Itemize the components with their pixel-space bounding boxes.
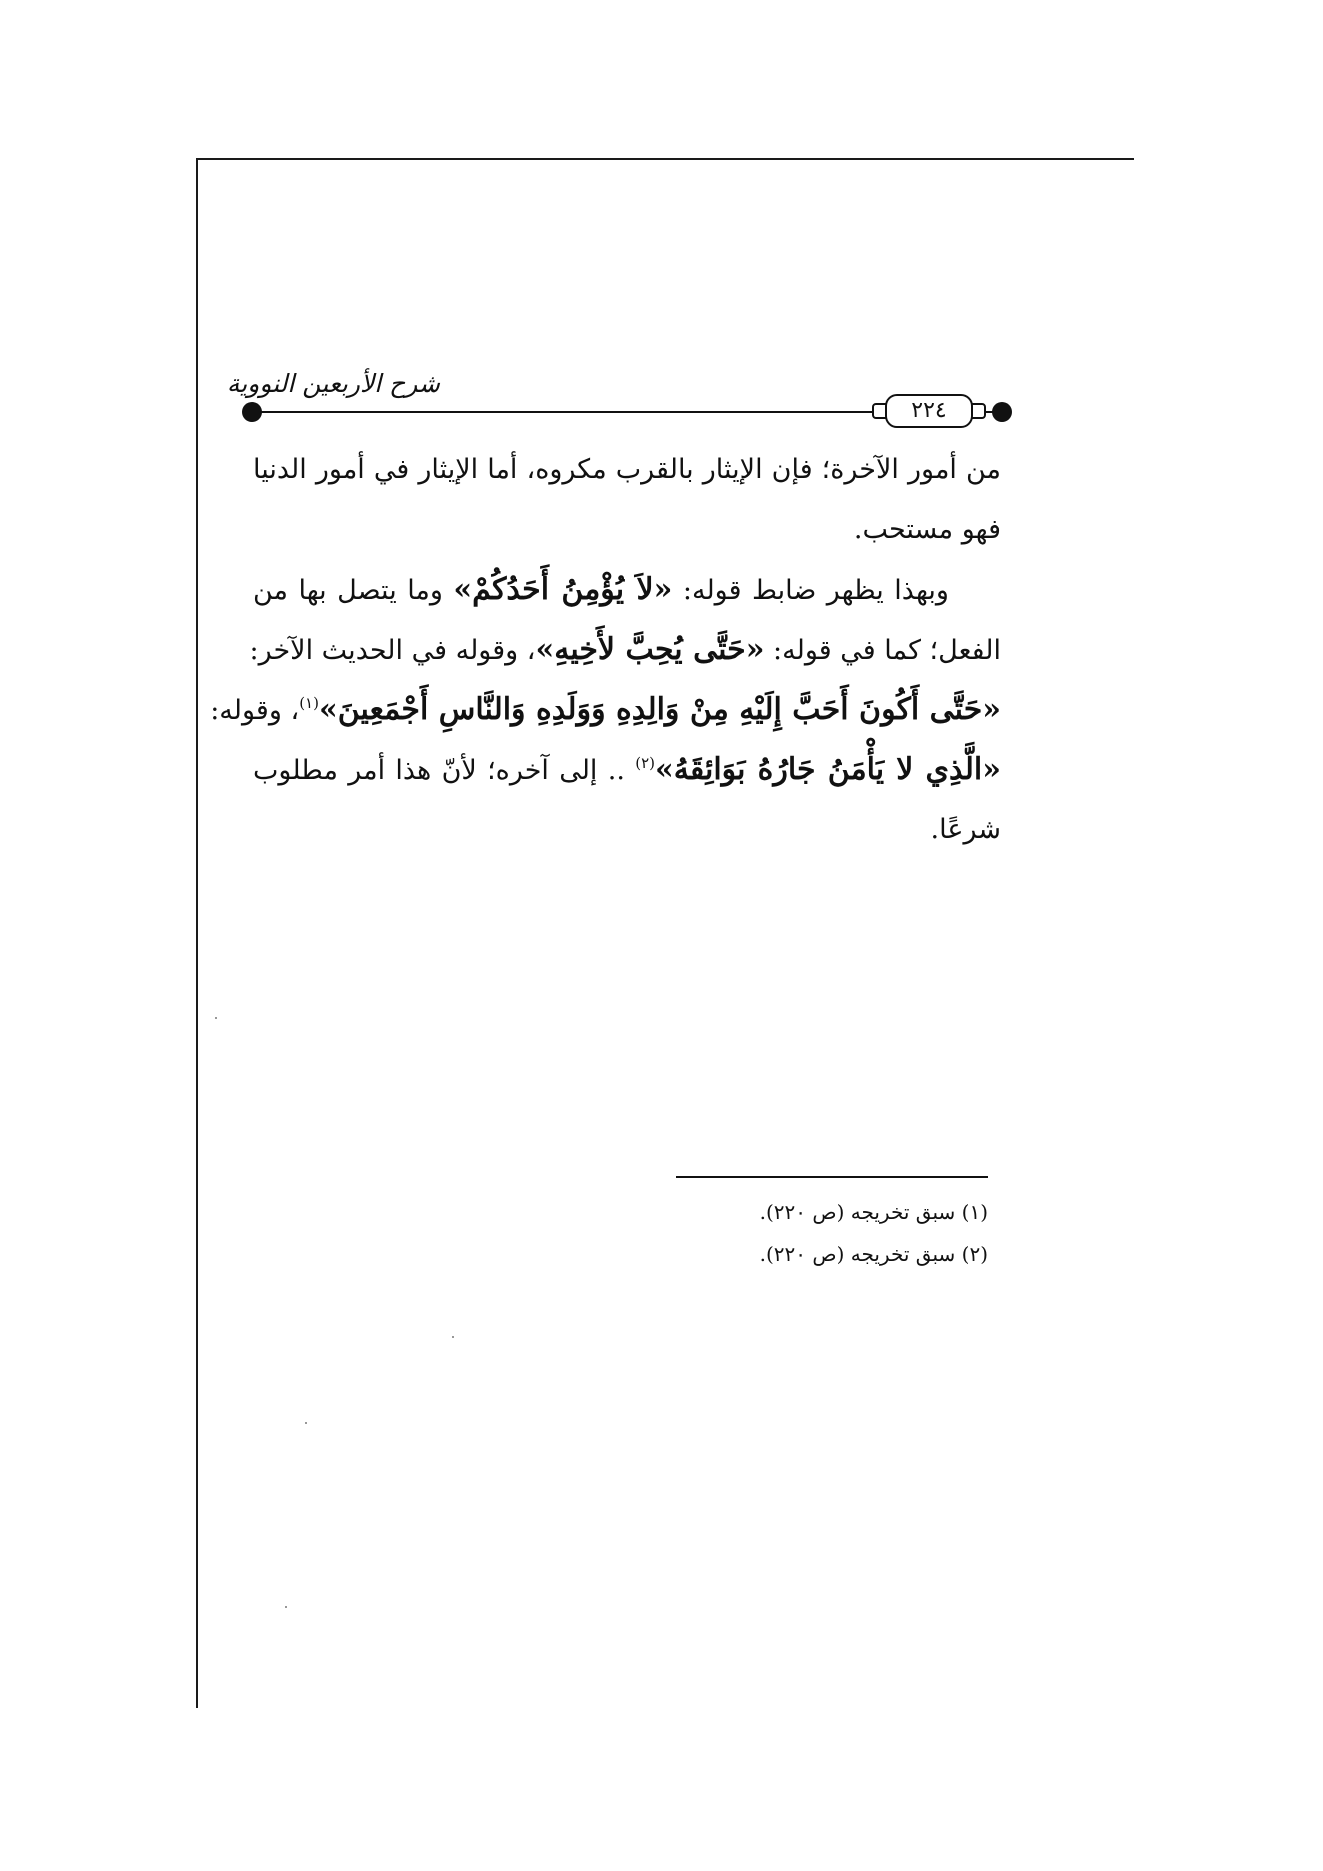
line6-text-after: .. إلى آخره؛ لأنّ هذا أمر مطلوب (253, 755, 636, 786)
scan-speck (285, 1606, 287, 1608)
scan-speck (215, 1017, 217, 1019)
crop-mark-top (196, 158, 1134, 160)
body-line-3 (253, 562, 1001, 618)
footnote-separator (676, 1176, 988, 1178)
hadith-quote: «حَتَّى يُحِبَّ لأَخِيهِ» (535, 632, 765, 667)
footnote-1: (١) سبق تخريجه (ص ٢٢٠). (759, 1200, 988, 1224)
body-line-7: شرعًا. (930, 814, 1001, 845)
hadith-quote: «لاَ يُؤْمِنُ أَحَدُكُمْ» (453, 572, 673, 607)
hadith-quote: «الَّذِي لا يَأْمَنُ جَارُهُ بَوَائِقَهُ» (654, 752, 1002, 787)
body-line-5 (210, 682, 1001, 738)
footnote-2: (٢) سبق تخريجه (ص ٢٢٠). (759, 1242, 988, 1266)
footnote-ref-1: (١) (299, 694, 319, 712)
hadith-quote: «حَتَّى أَكُونَ أَحَبَّ إِلَيْهِ مِنْ وَالِدِهِ وَوَلَدِهِ وَالنَّاسِ أَجْمَعِينَ» (318, 692, 1001, 727)
page-number: ٢٢٤ (885, 394, 973, 428)
line5-text-after: ، وقوله: (210, 695, 300, 726)
line3-text-before: وبهذا يظهر ضابط قوله: (672, 575, 949, 606)
header-ornament-dot-right (992, 402, 1012, 422)
body-line-1: من أمور الآخرة؛ فإن الإيثار بالقرب مكروه، أما الإيثار في أمور الدنيا (253, 454, 1001, 485)
header-ornament-dot-left (242, 402, 262, 422)
line3-text-after: وما يتصل بها من (253, 575, 454, 606)
body-line-6 (253, 742, 1001, 798)
running-title: شرح الأربعين النووية (226, 369, 440, 398)
footnote-ref-2: (٢) (635, 754, 655, 772)
body-line-4 (249, 622, 1001, 678)
line4-text-before: الفعل؛ كما في قوله: (764, 635, 1001, 666)
scan-speck (452, 1336, 454, 1338)
body-line-2: فهو مستحب. (853, 514, 1001, 545)
scan-speck (305, 1422, 307, 1424)
line4-text-after: ، وقوله في الحديث الآخر: (249, 635, 536, 666)
crop-mark-left (196, 158, 198, 1708)
